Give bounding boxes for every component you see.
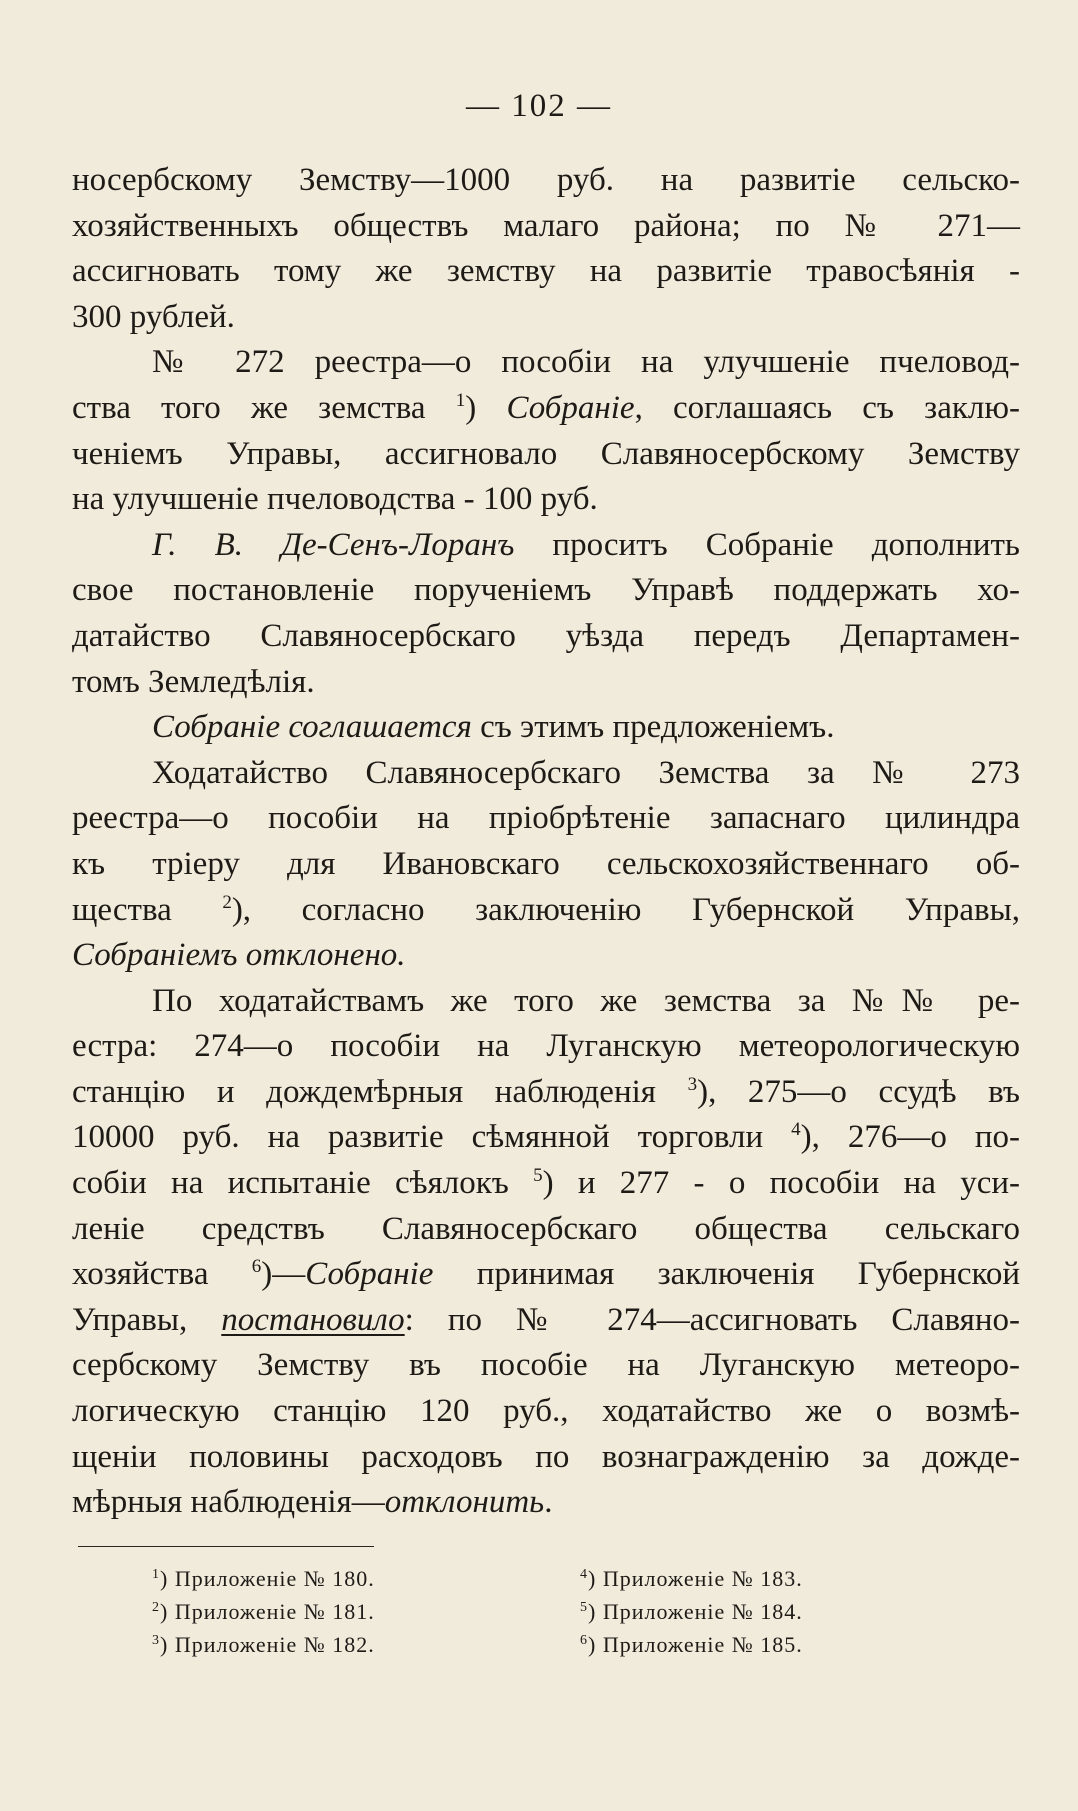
footnote: $^5$) Приложеніе № 184. [580,1599,803,1624]
emphasis: постановило [221,1301,405,1338]
text-line: Ходатайство Славяносербскаго Земства за № 273 [152,754,1020,791]
speaker-name: Г. В. Де-Сенъ-Лоранъ [152,526,515,563]
footnote: $^2$) Приложеніе № 181. [152,1599,375,1624]
footnote-ref: 2 [222,891,232,913]
text-line: томъ Земледѣлія. [72,663,315,700]
text-line: Г. В. Де-Сенъ-Лоранъ проситъ Собраніе дополнить [152,526,1020,563]
text-line: Управы, постановило: по № 274—ассигновать Славяно- [72,1301,1021,1338]
body-text [72,158,1020,1526]
emphasis: Собраніе соглашается [152,709,472,746]
text-line: носербскому Земству—1000 руб. на развитіе сельско- [72,162,1020,198]
text-line: № 272 реестра—о пособіи на улучшеніе пчеловод- [152,344,1020,381]
text-line: 300 рублей. [72,298,235,335]
footnote-ref: 4 [791,1119,801,1141]
footnote: $^6$) Приложеніе № 185. [580,1632,803,1657]
footnote-ref: 6 [251,1256,262,1278]
text-line: щества $^2$), согласно заключенію Губернской Управы, [72,891,1020,928]
text-line: свое постановленіе порученіемъ Управѣ поддержать хо- [72,572,1020,609]
emphasis: отклонить [384,1484,545,1521]
footnote-ref: 5 [533,1165,543,1187]
text-line: щеніи половины расходовъ по вознагражденію за дожде- [72,1438,1020,1475]
emphasis: Собраніе [506,389,635,426]
text-line: къ тріеру для Ивановскаго сельскохозяйственнаго об- [72,845,1020,882]
text-line: Собраніе соглашается съ этимъ предложеніемъ. [152,709,835,746]
text-line: ченіемъ Управы, ассигновало Славяносербскому Земству [72,435,1020,472]
text-line [72,933,1020,979]
text-line: ассигновать тому же земству на развитіе травосѣянія - [72,253,1020,290]
emphasis: Собраніе [305,1256,434,1293]
text-line: леніе средствъ Славяносербскаго общества сельскаго [72,1210,1020,1247]
text-line: сербскому Земству въ пособіе на Луганскую метеоро- [72,1347,1020,1384]
footnote: $^3$) Приложеніе № 182. [152,1632,375,1657]
text-line: По ходатайствамъ же того же земства за №№ ре- [152,982,1020,1019]
emphasis: Собраніемъ отклонено. [72,937,406,974]
footnote: $^4$) Приложеніе № 183. [580,1566,803,1591]
footnote: $^1$) Приложеніе № 180. [152,1566,375,1591]
footnote-ref: 3 [687,1073,698,1095]
page-number: — 102 — [466,88,612,124]
text-line: естра: 274—о пособіи на Луганскую метеорологическую [72,1028,1020,1065]
footnote-ref: 1 [455,389,466,411]
text-line: 10000 руб. на развитіе сѣмянной торговли $^4$), 276—о по- [72,1119,1020,1156]
text-line: логическую станцію 120 руб., ходатайство же о возмѣ- [72,1393,1020,1430]
text-line: ства того же земства $^1$) Собраніе, соглашаясь съ заклю- [72,389,1020,426]
text-line: станцію и дождемѣрныя наблюденія $^3$), 275—о ссудѣ въ [72,1073,1020,1110]
text-line: хозяйства $^6$)—Собраніе принимая заключенія Губернской [72,1256,1020,1293]
text-line: собіи на испытаніе сѣялокъ $^5$) и 277 - о пособіи на уси- [72,1165,1020,1202]
text-line: мѣрныя наблюденія—отклонить. [72,1484,553,1521]
text-line: хозяйственныхъ обществъ малаго района; по № 271— [72,207,1020,244]
text-line: датайство Славяносербскаго уѣзда передъ Департамен- [72,617,1020,654]
footnote-divider [78,1546,374,1547]
text-line: на улучшеніе пчеловодства - 100 руб. [72,481,598,518]
text-line: реестра—о пособіи на пріобрѣтеніе запаснаго цилиндра [72,800,1020,837]
